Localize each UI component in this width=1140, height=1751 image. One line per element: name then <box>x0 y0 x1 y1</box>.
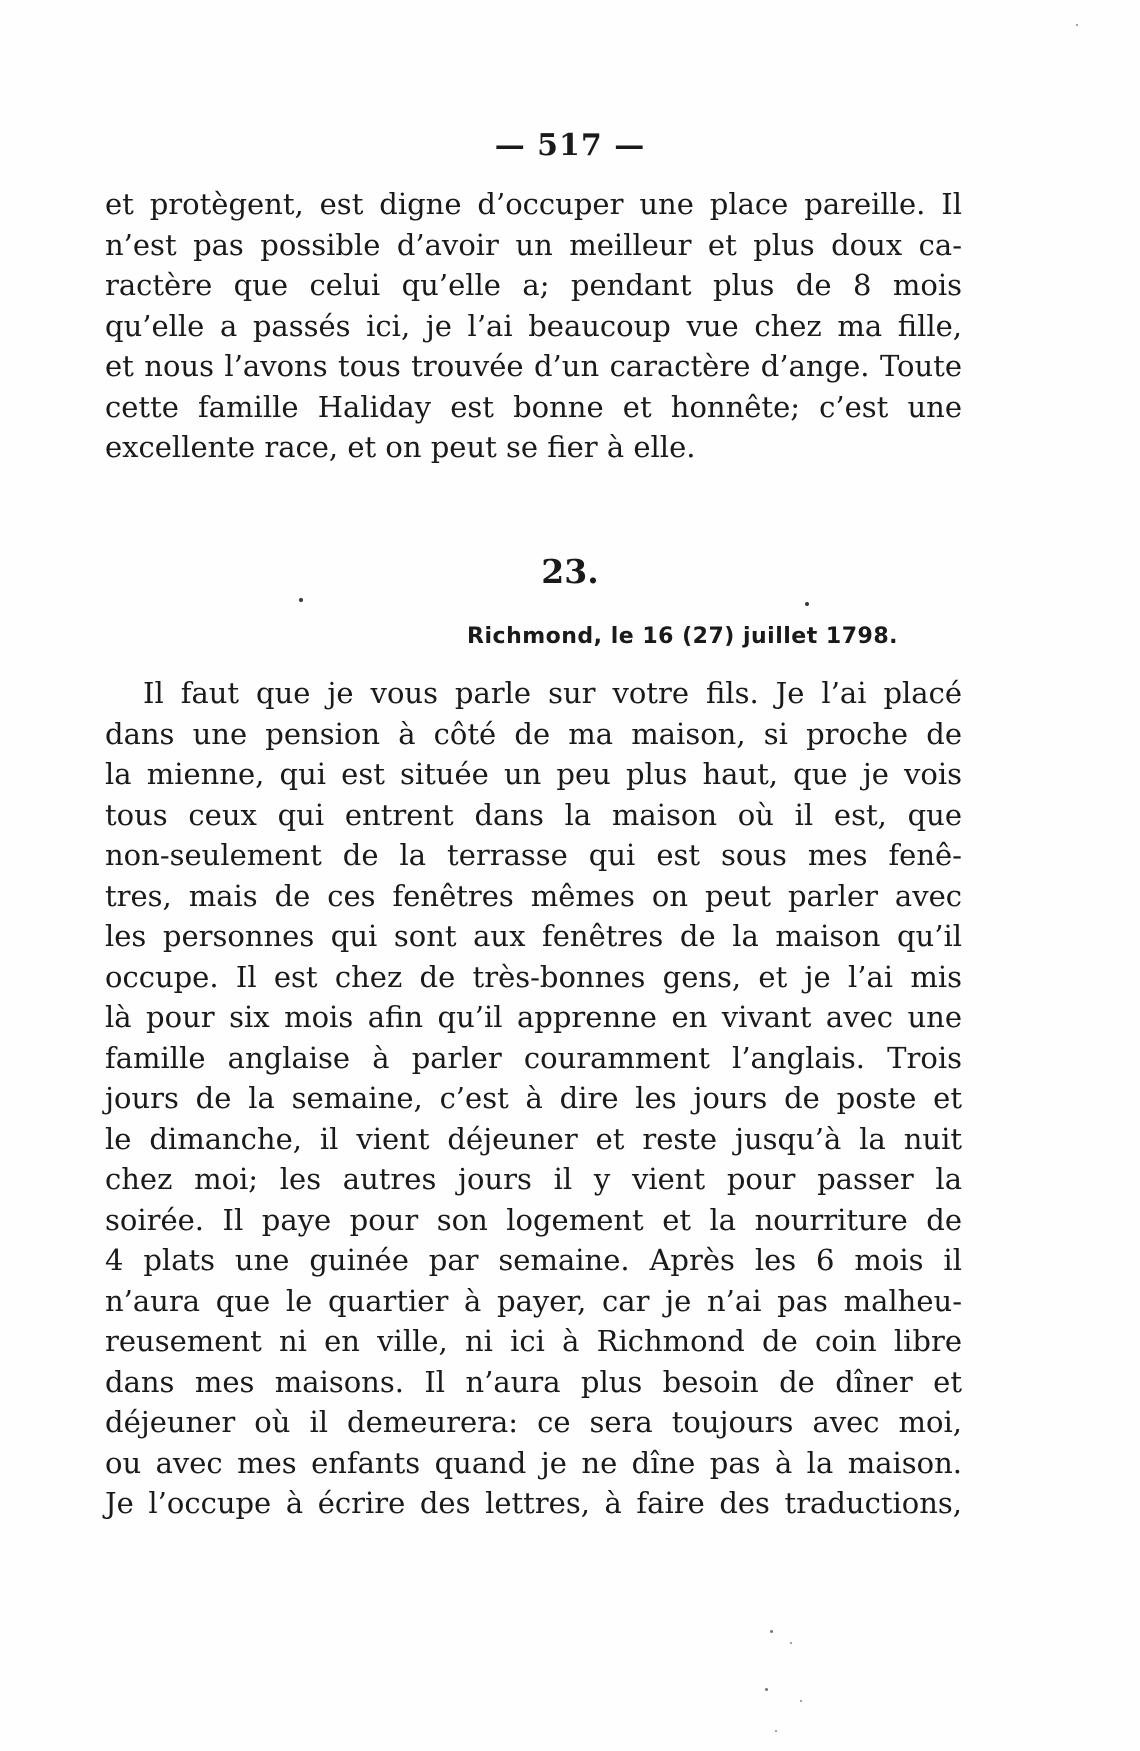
text-line: là pour six mois afin qu’il apprenne en vivant avec une <box>105 1000 962 1034</box>
text-line: reusement ni en ville, ni ici à Richmond de coin libre <box>105 1324 962 1358</box>
print-speck <box>770 1630 773 1633</box>
text-line: non-seulement de la terrasse qui est sous mes fenê- <box>105 838 962 872</box>
text-line: excellente race, et on peut se fier à elle. <box>105 430 696 464</box>
text-line: qu’elle a passés ici, je l’ai beaucoup vue chez ma fille, <box>105 308 962 343</box>
text-line: famille anglaise à parler couramment l’anglais. Trois <box>105 1040 962 1075</box>
text-line: ractère que celui qu’elle a; pendant plus de 8 mois <box>105 268 962 302</box>
text-line: n’est pas possible d’avoir un meilleur et plus doux ca- <box>105 227 962 262</box>
text-line: tous ceux qui entrent dans la maison où il est, que <box>105 797 962 832</box>
text-line: n’aura que le quartier à payer, car je n’ai pas malheu- <box>105 1283 962 1318</box>
text-line: tres, mais de ces fenêtres mêmes on peut parler avec <box>105 878 962 913</box>
text-line: déjeuner où il demeurera: ce sera toujours avec moi, <box>105 1405 962 1439</box>
print-speck <box>790 1642 792 1644</box>
text-line: Je l’occupe à écrire des lettres, à faire des traductions, <box>105 1486 962 1520</box>
print-speck <box>765 1688 768 1691</box>
text-line: la mienne, qui est située un peu plus haut, que je vois <box>105 757 962 791</box>
text-line: et nous l’avons tous trouvée d’un caractère d’ange. Toute <box>105 349 962 383</box>
text-line: et protègent, est digne d’occuper une place pareille. Il <box>105 187 962 221</box>
text-line: les personnes qui sont aux fenêtres de la maison qu’il <box>105 919 962 953</box>
print-speck <box>299 598 303 602</box>
print-speck <box>800 1700 802 1702</box>
text-line: jours de la semaine, c’est à dire les jours de poste et <box>105 1081 962 1115</box>
print-speck <box>1076 24 1078 26</box>
text-line: occupe. Il est chez de très-bonnes gens, et je l’ai mis <box>105 959 962 994</box>
text-line: Il faut que je vous parle sur votre fils. Je l’ai placé <box>143 676 962 710</box>
text-line: chez moi; les autres jours il y vient pour passer la <box>105 1162 962 1196</box>
page-number: — 517 — <box>494 128 646 163</box>
print-speck <box>805 602 809 606</box>
paragraph-continuation <box>105 184 962 468</box>
text-line: le dimanche, il vient déjeuner et reste jusqu’à la nuit <box>105 1121 962 1156</box>
print-speck <box>775 1730 777 1732</box>
text-line: cette famille Haliday est bonne et honnête; c’est une <box>105 389 962 424</box>
text-line: 4 plats une guinée par semaine. Après les 6 mois il <box>105 1243 962 1277</box>
text-line: dans mes maisons. Il n’aura plus besoin de dîner et <box>105 1364 962 1399</box>
text-line: ou avec mes enfants quand je ne dîne pas à la maison. <box>105 1445 962 1480</box>
letter-dateline: Richmond, le 16 (27) juillet 1798. <box>467 624 898 649</box>
text-line: dans une pension à côté de ma maison, si proche de <box>105 716 962 751</box>
letter-number: 23. <box>541 552 599 591</box>
letter-body-paragraph <box>105 673 962 1524</box>
text-line: soirée. Il paye pour son logement et la nourriture de <box>105 1202 962 1237</box>
